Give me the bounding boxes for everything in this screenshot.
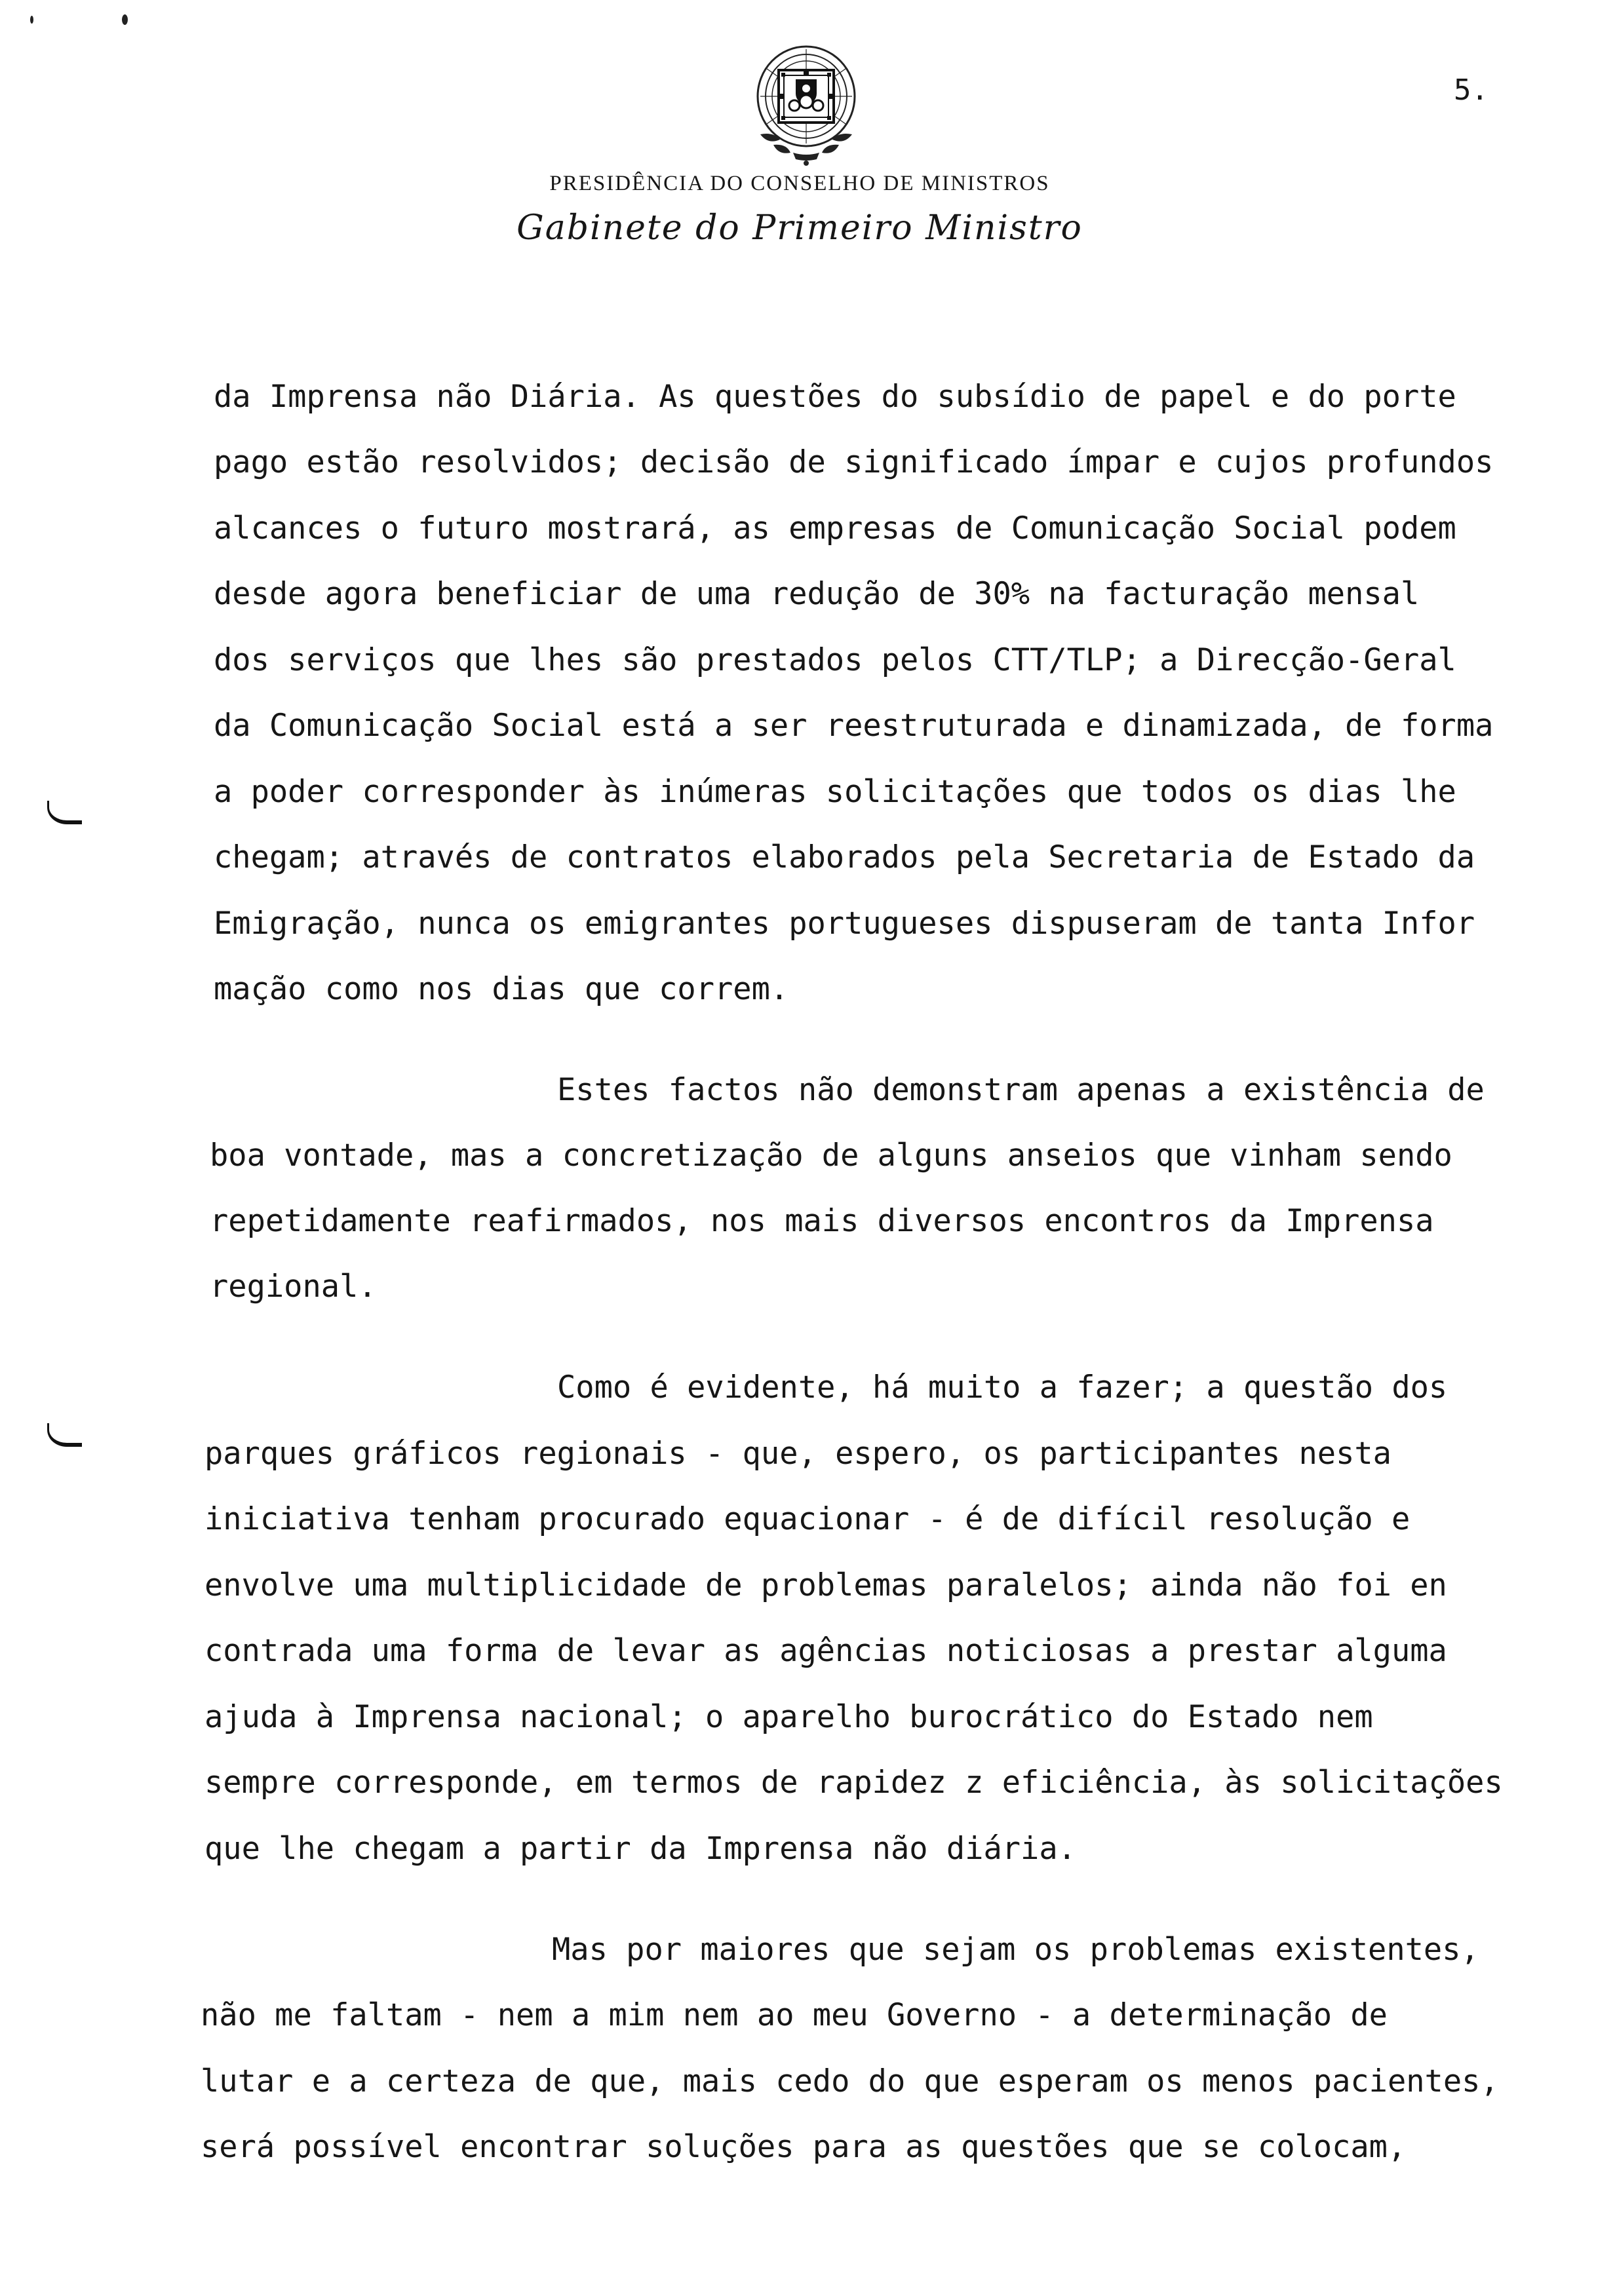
body-line: iniciativa tenham procurado equacionar - é de difícil resolução e (204, 1501, 1411, 1537)
body-line: que lhe chegam a partir da Imprensa não diária. (204, 1831, 1076, 1867)
body-line: envolve uma multiplicidade de problemas paralelos; ainda não foi en (204, 1567, 1447, 1603)
body-line: regional. (210, 1269, 377, 1305)
body-line: a poder corresponder às inúmeras solicitações que todos os dias lhe (214, 774, 1456, 810)
body-line: ajuda à Imprensa nacional; o aparelho burocrático do Estado nem (204, 1699, 1373, 1735)
page-number: 5. (1454, 73, 1489, 107)
body-line: repetidamente reafirmados, nos mais diversos encontros da Imprensa (210, 1203, 1434, 1239)
body-line: pago estão resolvidos; decisão de significado ímpar e cujos profundos (214, 444, 1494, 480)
body-line: Emigração, nunca os emigrantes portugueses dispuseram de tanta Infor (214, 906, 1475, 942)
body-line: mação como nos dias que correm. (214, 971, 789, 1007)
body-line: sempre corresponde, em termos de rapidez z eficiência, às solicitações (204, 1765, 1503, 1801)
body-line: da Comunicação Social está a ser reestruturada e dinamizada, de forma (214, 708, 1494, 744)
body-line: Estes factos não demonstram apenas a existência de (557, 1072, 1485, 1108)
body-line: parques gráficos regionais - que, espero, os participantes nesta (204, 1436, 1391, 1472)
binder-hole-mark (47, 1423, 82, 1447)
body-line: alcances o futuro mostrará, as empresas de Comunicação Social podem (214, 510, 1456, 546)
office-title: PRESIDÊNCIA DO CONSELHO DE MINISTROS (549, 172, 1050, 195)
body-line: Como é evidente, há muito a fazer; a questão dos (557, 1369, 1448, 1406)
binder-hole-mark (47, 801, 82, 824)
coat-of-arms-emblem-icon (741, 36, 872, 167)
body-line: dos serviços que lhes são prestados pelos CTT/TLP; a Direcção-Geral (214, 642, 1456, 678)
body-line: desde agora beneficiar de uma redução de 30% na facturação mensal (214, 576, 1420, 612)
cabinet-subtitle: Gabinete do Primeiro Ministro (516, 208, 1083, 248)
body-line: Mas por maiores que sejam os problemas existentes, (552, 1932, 1479, 1968)
body-line: chegam; através de contratos elaborados pela Secretaria de Estado da (214, 839, 1475, 875)
scan-speck (122, 14, 128, 25)
body-line: contrada uma forma de levar as agências noticiosas a prestar alguma (204, 1633, 1447, 1669)
body-line: lutar e a certeza de que, mais cedo do que esperam os menos pacientes, (201, 2063, 1499, 2099)
body-line: não me faltam - nem a mim nem ao meu Governo - a determinação de (201, 1997, 1388, 2033)
scan-speck (30, 16, 33, 24)
body-line: boa vontade, mas a concretização de alguns anseios que vinham sendo (210, 1138, 1452, 1174)
body-line: da Imprensa não Diária. As questões do subsídio de papel e do porte (214, 379, 1456, 415)
body-line: será possível encontrar soluções para as questões que se colocam, (201, 2129, 1407, 2165)
